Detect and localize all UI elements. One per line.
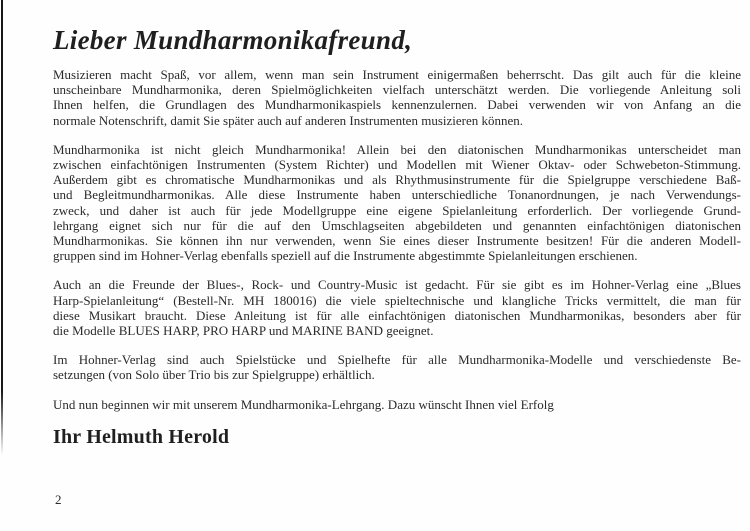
page-title: Lieber Mundharmonikafreund,: [53, 25, 413, 55]
signature: Ihr Helmuth Herold: [53, 425, 230, 448]
text-line: Ihnen helfen, die Grundlagen des Mundharmonikaspiels kennenzulernen. Dabei verwenden wir von Anfang an die: [53, 97, 741, 113]
text-line: normale Notenschrift, damit Sie später auch auf anderen Instrumenten musizieren können.: [53, 112, 524, 128]
text-line: gruppen sind im Hohner-Verlag ebenfalls speziell auf die Instrumente abgestimmte Spielanleitungen erschienen.: [53, 248, 638, 264]
text-line: Und nun beginnen wir mit unserem Mundharmonika-Lehrgang. Dazu wünscht Ihnen viel Erfolg: [53, 396, 554, 412]
text-line: die Modelle BLUES HARP, PRO HARP und MARINE BAND geeignet.: [53, 323, 434, 339]
text-line: und Begleitmundharmonikas. Alle diese Instrumente haben unterschiedliche Tonanordnungen, je nach Verwendungs-: [53, 187, 741, 203]
text-line: lehrgang eignet sich nur für die auf den Umschlagseiten abgebildeten und genannten einfachtönigen diatonischen: [53, 217, 741, 233]
scan-edge-artifact: [1, 0, 3, 455]
text-line: Mundharmonikas. Sie können ihn nur verwenden, wenn Sie eines dieser Instrumente besitzen! Für die anderen Modell-: [53, 233, 741, 249]
paragraph: [53, 277, 741, 338]
text-line: zwischen einfachtönigen Instrumenten (System Richter) und Modellen mit Wiener Oktav- oder Schwebeton-Stimmung.: [53, 157, 741, 173]
text-line: setzungen (von Solo über Trio bis zur Spielgruppe) erhältlich.: [53, 367, 375, 383]
paragraph: [53, 67, 741, 128]
paragraphs: [53, 67, 741, 412]
text-line: Musizieren macht Spaß, vor allem, wenn man sein Instrument einigermaßen beherrscht. Das gilt auch für die kleine: [53, 67, 741, 82]
text-line: diese Musikart braucht. Diese Anleitung ist für alle einfachtönigen diatonischen Mundharmonikas, besonders aber für: [53, 307, 741, 323]
paragraph: [53, 397, 741, 412]
text-line: Mundharmonika ist nicht gleich Mundharmonika! Allein bei den diatonischen Mundharmonikas unterscheidet man: [53, 141, 741, 157]
paragraph: [53, 142, 741, 264]
text-line: zweck, und daher ist auch für jede Modellgruppe eine eigene Spielanleitung erforderlich. Der vorliegende Grund-: [53, 202, 741, 218]
page-number: 2: [55, 492, 62, 507]
text-line: Auch an die Freunde der Blues-, Rock- und Country-Music ist gedacht. Für sie gibt es im Hohner-Verlag eine „Blues: [53, 277, 741, 293]
text-line: Harp-Spielanleitung“ (Bestell-Nr. MH 180016) die viele spieltechnische und klangliche Tricks vermittelt, die man für: [53, 292, 741, 308]
page-content: [53, 25, 741, 448]
text-line: Außerdem gibt es chromatische Mundharmonikas und als Rhythmusinstrumente für die Spielgruppe verschiedene Baß-: [53, 172, 741, 188]
text-line: unscheinbare Mundharmonika, deren Spielmöglichkeiten vielfach unterschätzt werden. Die vorliegende Anleitung soli: [53, 82, 741, 98]
paragraph: [53, 352, 741, 382]
text-line: Im Hohner-Verlag sind auch Spielstücke und Spielhefte für alle Mundharmonika-Modelle und verschiedenste Be-: [53, 352, 741, 368]
